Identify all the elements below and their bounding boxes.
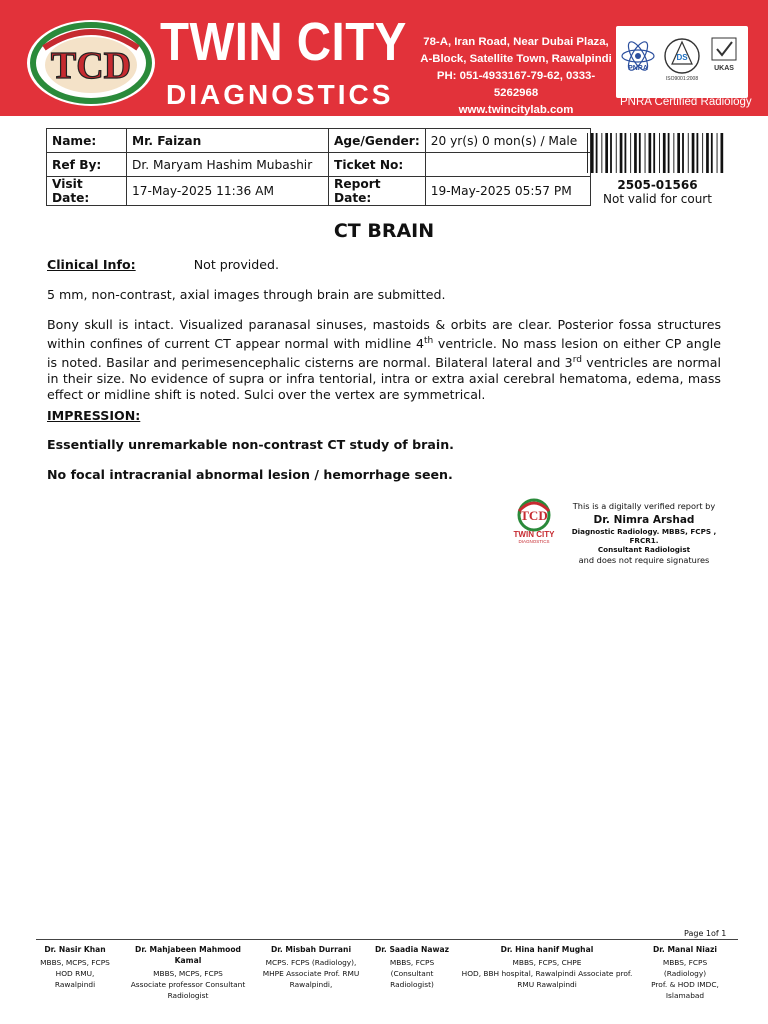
clinical-info-label: Clinical Info: [47,257,136,272]
page-number: Page 1of 1 [684,929,727,938]
impression-label: IMPRESSION: [47,408,141,423]
footer-doctor: Dr. Saadia Nawaz MBBS, FCPS (Consultant Radiologist) [374,945,450,989]
iso-logo [665,39,699,82]
svg-text:DIAGNOSTICS: DIAGNOSTICS [518,539,550,544]
footer-doctor: Dr. Manal Niazi MBBS, FCPS (Radiology) Prof. & HOD IMDC, Islamabad [651,945,719,1000]
visit-date: 17-May-2025 11:36 AM [127,177,329,206]
report-date: 19-May-2025 05:57 PM [425,177,590,206]
svg-text:TCD: TCD [50,45,132,87]
technique-text: 5 mm, non-contrast, axial images through brain are submitted. [47,287,446,302]
footer-doctor: Dr. Nasir Khan MBBS, MCPS, FCPS HOD RMU, Rawalpindi [40,945,110,989]
patient-name: Mr. Faizan [127,129,329,153]
ukas-logo [712,38,736,72]
footer-doctor: Dr. Hina hanif Mughal MBBS, FCPS, CHPE HOD, BBH hospital, Rawalpindi Associate prof. RMU Rawalpindi [461,945,633,989]
signature-intro: This is a digitally verified report by [572,501,716,511]
impression-line-1: Essentially unremarkable non-contrast CT study of brain. [47,437,454,452]
impression-line-2: No focal intracranial abnormal lesion / hemorrhage seen. [47,467,453,482]
radiologist-role: Consultant Radiologist [597,545,691,554]
clinical-info-value: Not provided. [193,257,280,272]
radiologist-qualification: Diagnostic Radiology. MBBS, FCPS , FRCR1. [571,527,717,545]
pnra-logo [622,39,654,73]
barcode-block [585,133,730,206]
svg-text:TWIN CITY: TWIN CITY [513,530,555,539]
age-gender-label: Age/Gender: [329,129,426,153]
patient-age-gender: 20 yr(s) 0 mon(s) / Male [425,129,590,153]
brand-name: TWIN CITY [160,12,407,72]
barcode [585,133,725,173]
svg-text:PNRA: PNRA [628,65,648,72]
footer-doctor: Dr. Mahjabeen Mahmood Kamal MBBS, MCPS, FCPS Associate professor Consultant Radiologist [130,945,246,1000]
svg-text:UKAS: UKAS [714,65,734,72]
visit-date-label: Visit Date: [47,177,127,206]
patient-info-table [46,128,591,206]
radiologist-name: Dr. Nimra Arshad [593,514,695,526]
digital-signature [560,501,728,565]
report-title: CT BRAIN [333,220,435,242]
svg-text:ISO9001:2008: ISO9001:2008 [665,76,699,82]
clinical-info [47,257,721,273]
pnra-certified-label: PNRA Certified Radiology [620,96,752,108]
svg-text:DS: DS [676,53,688,62]
ref-by-label: Ref By: [47,153,127,177]
ref-by-value: Dr. Maryam Hashim Mubashir [127,153,329,177]
letterhead [0,0,768,116]
signature-note: and does not require signatures [578,555,710,565]
footer-divider [36,939,738,940]
findings-text: Bony skull is intact. Visualized paranasal sinuses, mastoids & orbits are clear. Posterior fossa structures within confines of current CT appear normal with midline 4th ventricle. No mass lesion on either CP angle is noted. Basilar and perimesencephalic cisterns are normal. Bilateral lateral and 3rd ventricles are normal in their size. No evidence of supra or infra tentorial, intra or extra axial cerebral hematoma, edema, mass effect or midline shift is noted. Sulci over the vertex are symmetrical. [47,317,721,403]
brand-subtitle: DIAGNOSTICS [166,79,394,110]
name-label: Name: [47,129,127,153]
ticket-label: Ticket No: [329,153,426,177]
svg-text:TCD: TCD [520,508,548,523]
barcode-note: Not valid for court [603,192,712,206]
ticket-value [425,153,590,177]
tcd-logo [24,18,158,108]
certification-logos [616,26,748,98]
report-date-label: Report Date: [329,177,426,206]
signature-tcd-logo [508,497,560,545]
barcode-number: 2505-01566 [617,178,698,192]
footer-doctor: Dr. Misbah Durrani MCPS. FCPS (Radiology), MHPE Associate Prof. RMU Rawalpindi, [262,945,360,989]
lab-address: 78-A, Iran Road, Near Dubai Plaza, A-Block, Satellite Town, Rawalpindi PH: 051-4933167-79-62, 0333-5262968 www.twincitylab.com [420,36,612,116]
